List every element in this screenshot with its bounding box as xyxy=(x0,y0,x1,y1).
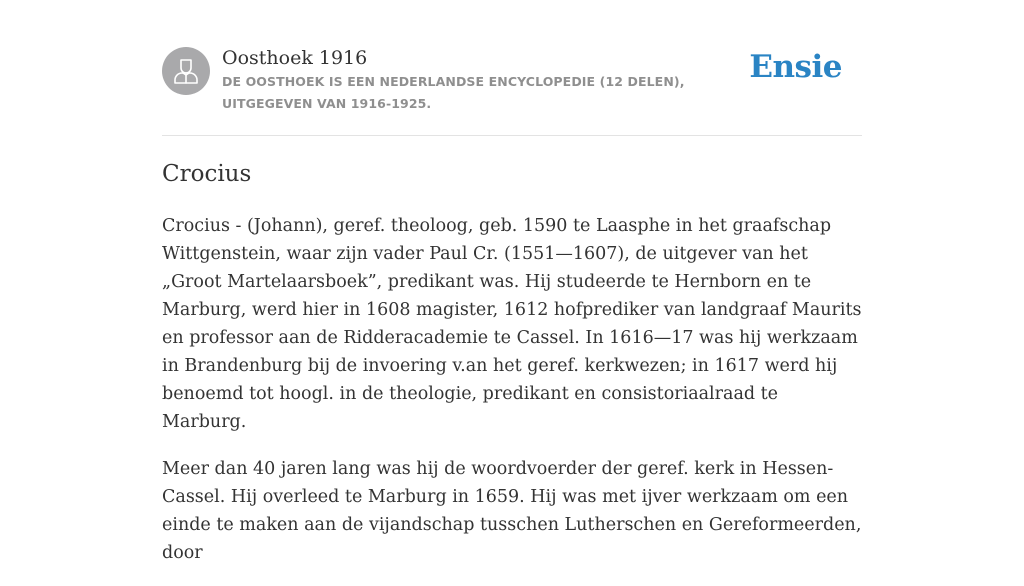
entry-body xyxy=(162,212,864,586)
header-divider xyxy=(162,135,862,136)
ensie-logo-link[interactable]: Ensie xyxy=(749,49,842,85)
entry-paragraph: Crocius - (Johann), geref. theoloog, geb. 1590 te Laasphe in het graafschap Wittgenstein, waar zijn vader Paul Cr. (1551—1607), de uitgever van het „Groot Martelaarsboek”, predikant was. Hij studeerde te Hernborn en te Marburg, werd hier in 1608 magister, 1612 hofprediker van landgraaf Maurits en professor aan de Ridderacademie te Cassel. In 1616—17 was hij werkzaam in Brandenburg bij de invoering v.an het geref. kerkwezen; in 1617 werd hij benoemd tot hoogl. in de theologie, predikant en consistoriaalraad te Marburg. xyxy=(162,216,862,432)
source-title[interactable]: Oosthoek 1916 xyxy=(222,47,368,69)
source-description: DE OOSTHOEK IS EEN NEDERLANDSE ENCYCLOPEDIE (12 DELEN), UITGEGEVEN VAN 1916-1925. xyxy=(222,74,685,111)
user-icon xyxy=(162,47,210,95)
entry-paragraph: Meer dan 40 jaren lang was hij de woordvoerder der geref. kerk in Hessen-Cassel. Hij overleed te Marburg in 1659. Hij was met ijver werkzaam om een einde te maken aan de vijandschap tusschen Lutherschen en Gereformeerden, door xyxy=(162,459,862,563)
source-header xyxy=(162,44,862,116)
entry-title: Crocius xyxy=(162,161,252,187)
